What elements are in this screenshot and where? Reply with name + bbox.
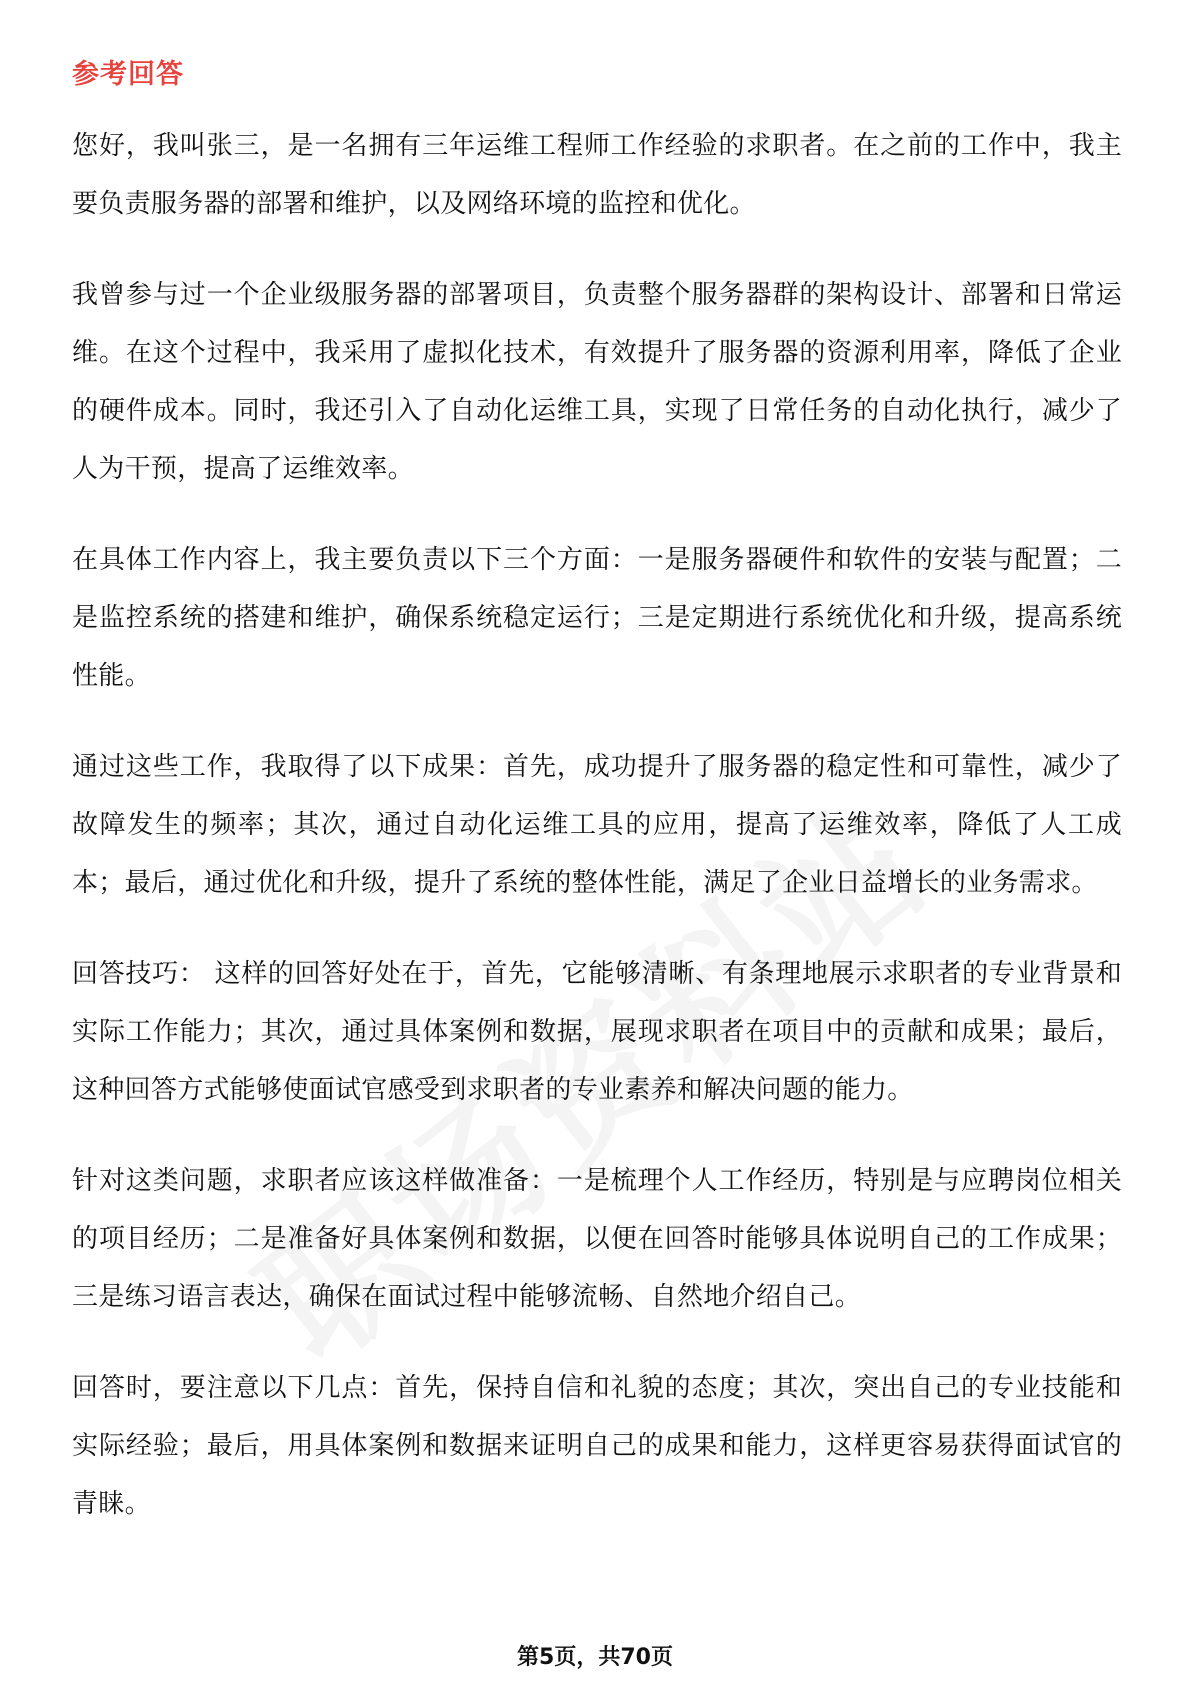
page-number: 第5页，共70页 [517,1645,673,1670]
paragraph-intro: 您好，我叫张三，是一名拥有三年运维工程师工作经验的求职者。在之前的工作中，我主要负责服务器的部署和维护，以及网络环境的监控和优化。 [72,131,1122,219]
paragraph-results: 通过这些工作，我取得了以下成果：首先，成功提升了服务器的稳定性和可靠性，减少了故障发生的频率；其次，通过自动化运维工具的应用，提高了运维效率，降低了人工成本；最后，通过优化和升级，提升了系统的整体性能，满足了企业日益增长的业务需求。 [72,752,1122,898]
paragraph-project: 我曾参与过一个企业级服务器的部署项目，负责整个服务器群的架构设计、部署和日常运维。在这个过程中，我采用了虚拟化技术，有效提升了服务器的资源利用率，降低了企业的硬件成本。同时，我还引入了自动化运维工具，实现了日常任务的自动化执行，减少了人为干预，提高了运维效率。 [72,280,1122,484]
paragraph-duties: 在具体工作内容上，我主要负责以下三个方面：一是服务器硬件和软件的安装与配置；二是监控系统的搭建和维护，确保系统稳定运行；三是定期进行系统优化和升级，提高系统性能。 [72,545,1122,691]
paragraph-notes: 回答时，要注意以下几点：首先，保持自信和礼貌的态度；其次，突出自己的专业技能和实际经验；最后，用具体案例和数据来证明自己的成果和能力，这样更容易获得面试官的青睐。 [72,1373,1122,1519]
answer-body [72,117,1122,1566]
paragraph-tips: 回答技巧： 这样的回答好处在于，首先，它能够清晰、有条理地展示求职者的专业背景和实际工作能力；其次，通过具体案例和数据，展现求职者在项目中的贡献和成果；最后，这种回答方式能够使面试官感受到求职者的专业素养和解决问题的能力。 [72,959,1122,1105]
paragraph-preparation: 针对这类问题，求职者应该这样做准备：一是梳理个人工作经历，特别是与应聘岗位相关的项目经历；二是准备好具体案例和数据，以便在回答时能够具体说明自己的工作成果；三是练习语言表达，确保在面试过程中能够流畅、自然地介绍自己。 [72,1166,1122,1312]
section-heading: 参考回答 [72,59,184,90]
